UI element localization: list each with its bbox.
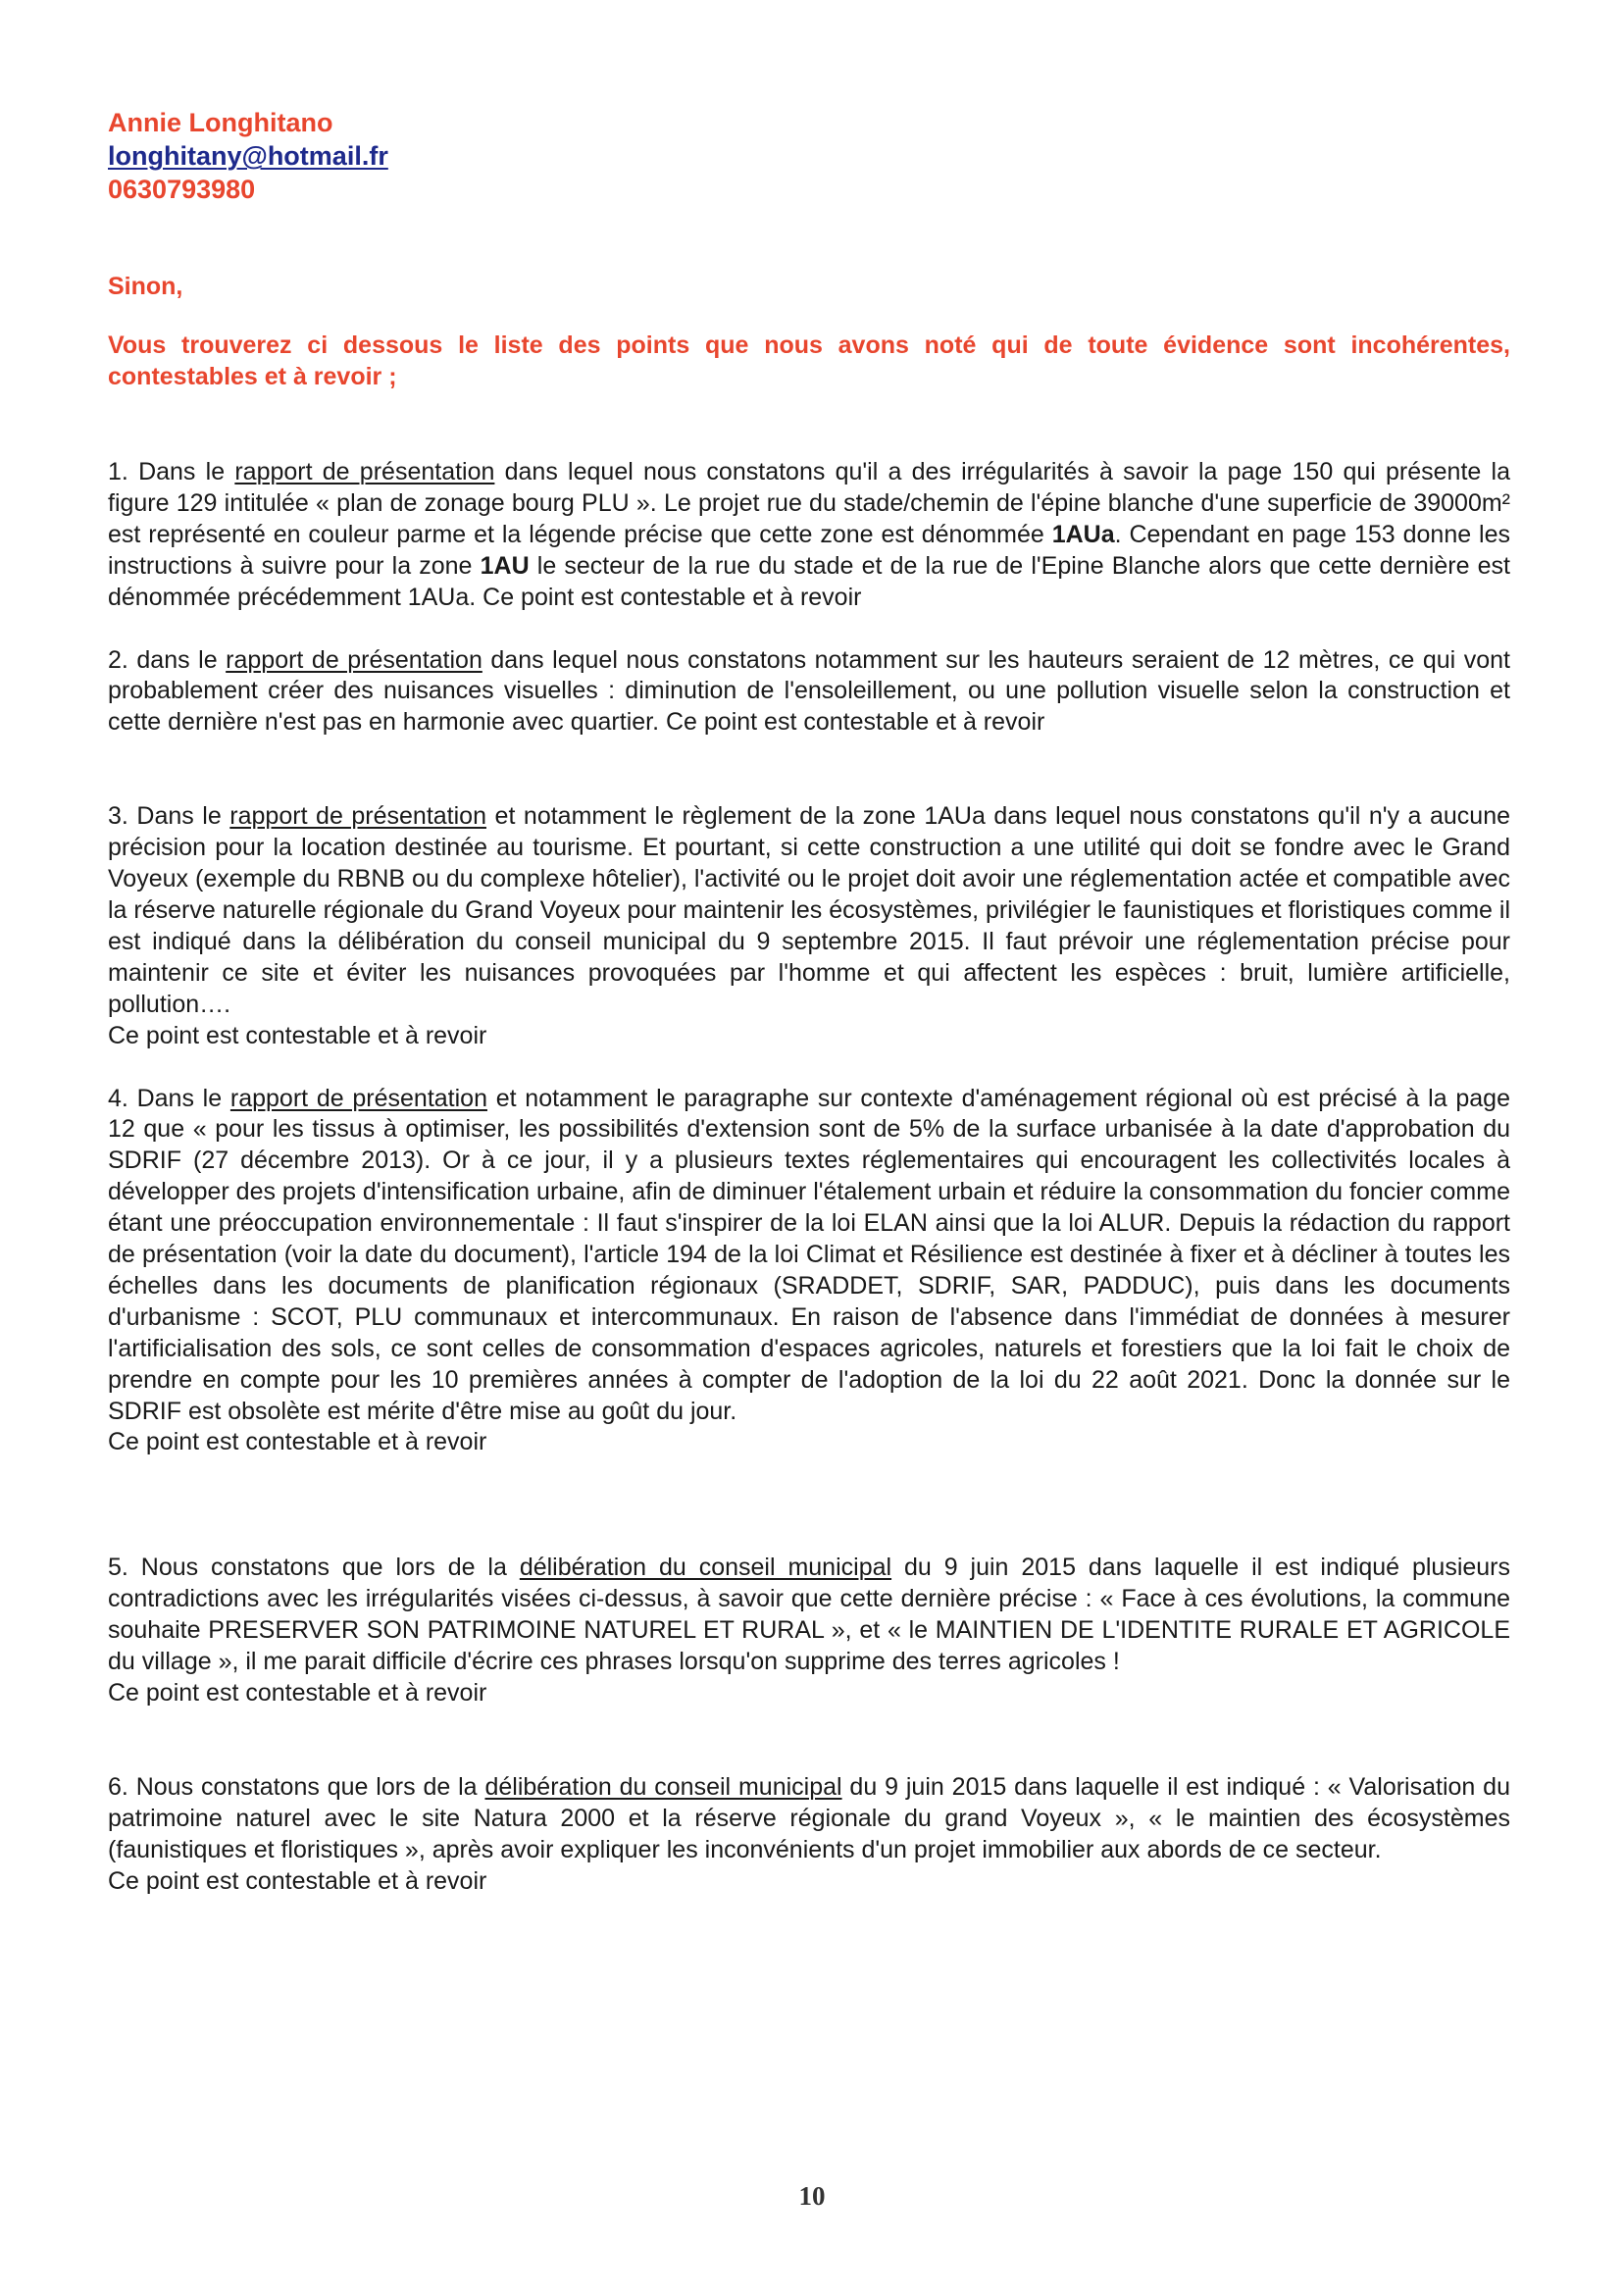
point-6-text: du 9 juin 2015 dans laquelle il est indiqué : « Valorisation du patrimoine naturel avec le site Natura 2000 et la réserve régionale du grand Voyeux », « le maintien des écosystèmes (faunistiques et floristiques », après avoir expliquer les inconvénients d'un projet immobilier aux abords de ce secteur. <box>108 1772 1510 1863</box>
intro-paragraph: Vous trouverez ci dessous le liste des points que nous avons noté qui de toute évidence sont incohérentes, contestables et à revoir ; <box>108 331 1510 390</box>
point-1-document-ref: rapport de présentation <box>234 458 495 485</box>
point-1-text-3: le secteur de la rue du stade et de la rue de l'Epine Blanche alors que cette dernière est dénommée précédemment 1AUa. Ce point est contestable et à revoir <box>108 551 1510 611</box>
point-3-document-ref: rapport de présentation <box>229 802 486 831</box>
point-2-document-ref: rapport de présentation <box>226 645 482 674</box>
page-number: 10 <box>798 2181 826 2211</box>
sender-name: Annie Longhitano <box>108 108 333 137</box>
point-5 <box>108 1553 1510 1709</box>
point-1-zone-1aua: 1AUa <box>1051 520 1115 548</box>
point-6-conclusion: Ce point est contestable et à revoir <box>108 1866 487 1895</box>
point-1-text-2: . Cependant en page 153 donne les instructions à suivre pour la zone <box>108 520 1510 580</box>
point-3-text: et notamment le règlement de la zone 1AUa dans lequel nous constatons qu'il n'y a aucune précision pour la location destinée au tourisme. Et pourtant, si cette construction a une utilité qui doit se fondre avec le Grand Voyeux (exemple du RBNB ou du complexe hôtelier), l'activité ou le projet doit avoir une réglementation actée et compatible avec la réserve naturelle régionale du Grand Voyeux pour maintenir les écosystèmes, privilégier le faunistiques et floristiques comme il est indiqué dans la délibération du conseil municipal du 9 septembre 2015. Il faut prévoir une réglementation précise pour maintenir ce site et éviter les nuisances provoquées par l'homme et qui affectent les espèces : bruit, lumière artificielle, pollution…. <box>108 802 1511 1018</box>
point-5-document-ref: délibération du conseil municipal <box>519 1554 892 1582</box>
point-6 <box>108 1772 1510 1898</box>
point-1-lead: 1. Dans le <box>108 458 235 485</box>
point-6-document-ref: délibération du conseil municipal <box>484 1772 842 1801</box>
point-4-lead: 4. Dans le <box>108 1084 230 1112</box>
sender-email-link[interactable]: longhitany@hotmail.fr <box>108 141 388 171</box>
greeting: Sinon, <box>108 273 183 300</box>
point-3 <box>108 801 1510 1051</box>
letter-body <box>108 106 1510 1898</box>
point-2-lead: 2. dans le <box>108 645 227 674</box>
sender-phone: 0630793980 <box>108 175 256 204</box>
point-5-conclusion: Ce point est contestable et à revoir <box>108 1679 487 1707</box>
point-6-lead: 6. Nous constatons que lors de la <box>108 1772 485 1801</box>
point-3-conclusion: Ce point est contestable et à revoir <box>108 1021 487 1049</box>
point-1 <box>108 457 1510 614</box>
point-2-text: dans lequel nous constatons notamment sur les hauteurs seraient de 12 mètres, ce qui vont probablement créer des nuisances visuelles : diminution de l'ensoleillement, ou une pollution visuelle selon la construction et cette dernière n'est pas en harmonie avec quartier. Ce point est contestable et à revoir <box>108 645 1510 737</box>
sender-block <box>108 106 1510 206</box>
point-4-text: et notamment le paragraphe sur contexte d'aménagement régional où est précisé à la page 12 que « pour les tissus à optimiser, les possibilités d'extension sont de 5% de la surface urbanisée à la date d'approbation du SDRIF (27 décembre 2013). Or à ce jour, il y a plusieurs textes réglementaires qui encouragent les collectivités locales à développer des projets d'intensification urbaine, afin de diminuer l'étalement urbain et réduire la consommation du foncier comme étant une préoccupation environnementale : Il faut s'inspirer de la loi ELAN ainsi que la loi ALUR. Depuis la rédaction du rapport de présentation (voir la date du document), l'article 194 de la loi Climat et Résilience est destinée à fixer et à décliner à toutes les échelles dans les documents de planification régionaux (SRADDET, SDRIF, SAR, PADDUC), puis dans les documents d'urbanisme : SCOT, PLU communaux et intercommunaux. En raison de l'absence dans l'immédiat de données à mesurer l'artificialisation des sols, ce sont celles de consommation d'espaces agricoles, naturels et forestiers que la loi fait le choix de prendre en compte pour les 10 premières années à compter de l'adoption de la loi du 22 août 2021. Donc la donnée sur le SDRIF est obsolète est mérite d'être mise au goût du jour. <box>108 1084 1510 1425</box>
point-4-document-ref: rapport de présentation <box>229 1084 487 1112</box>
point-5-lead: 5. Nous constatons que lors de la <box>108 1554 520 1582</box>
point-5-text: du 9 juin 2015 dans laquelle il est indiqué plusieurs contradictions avec les irrégularités visées ci-dessus, à savoir que cette dernière précise : « Face à ces évolutions, la commune souhaite PRESERVER SON PATRIMOINE NATUREL ET RURAL », et « le MAINTIEN DE L'IDENTITE RURALE ET AGRICOLE du village », il me parait difficile d'écrire ces phrases lorsqu'on supprime des terres agricoles ! <box>108 1554 1511 1676</box>
point-3-lead: 3. Dans le <box>108 802 230 831</box>
point-4 <box>108 1084 1510 1459</box>
point-1-text: dans lequel nous constatons qu'il a des irrégularités à savoir la page 150 qui présente la figure 129 intitulée « plan de zonage bourg PLU ». Le projet rue du stade/chemin de l'épine blanche d'une superficie de 39000m² est représenté en couleur parme et la légende précise que cette zone est dénommée <box>108 458 1510 548</box>
point-2 <box>108 645 1510 739</box>
point-4-conclusion: Ce point est contestable et à revoir <box>108 1428 487 1456</box>
point-1-zone-1au: 1AU <box>480 551 530 580</box>
